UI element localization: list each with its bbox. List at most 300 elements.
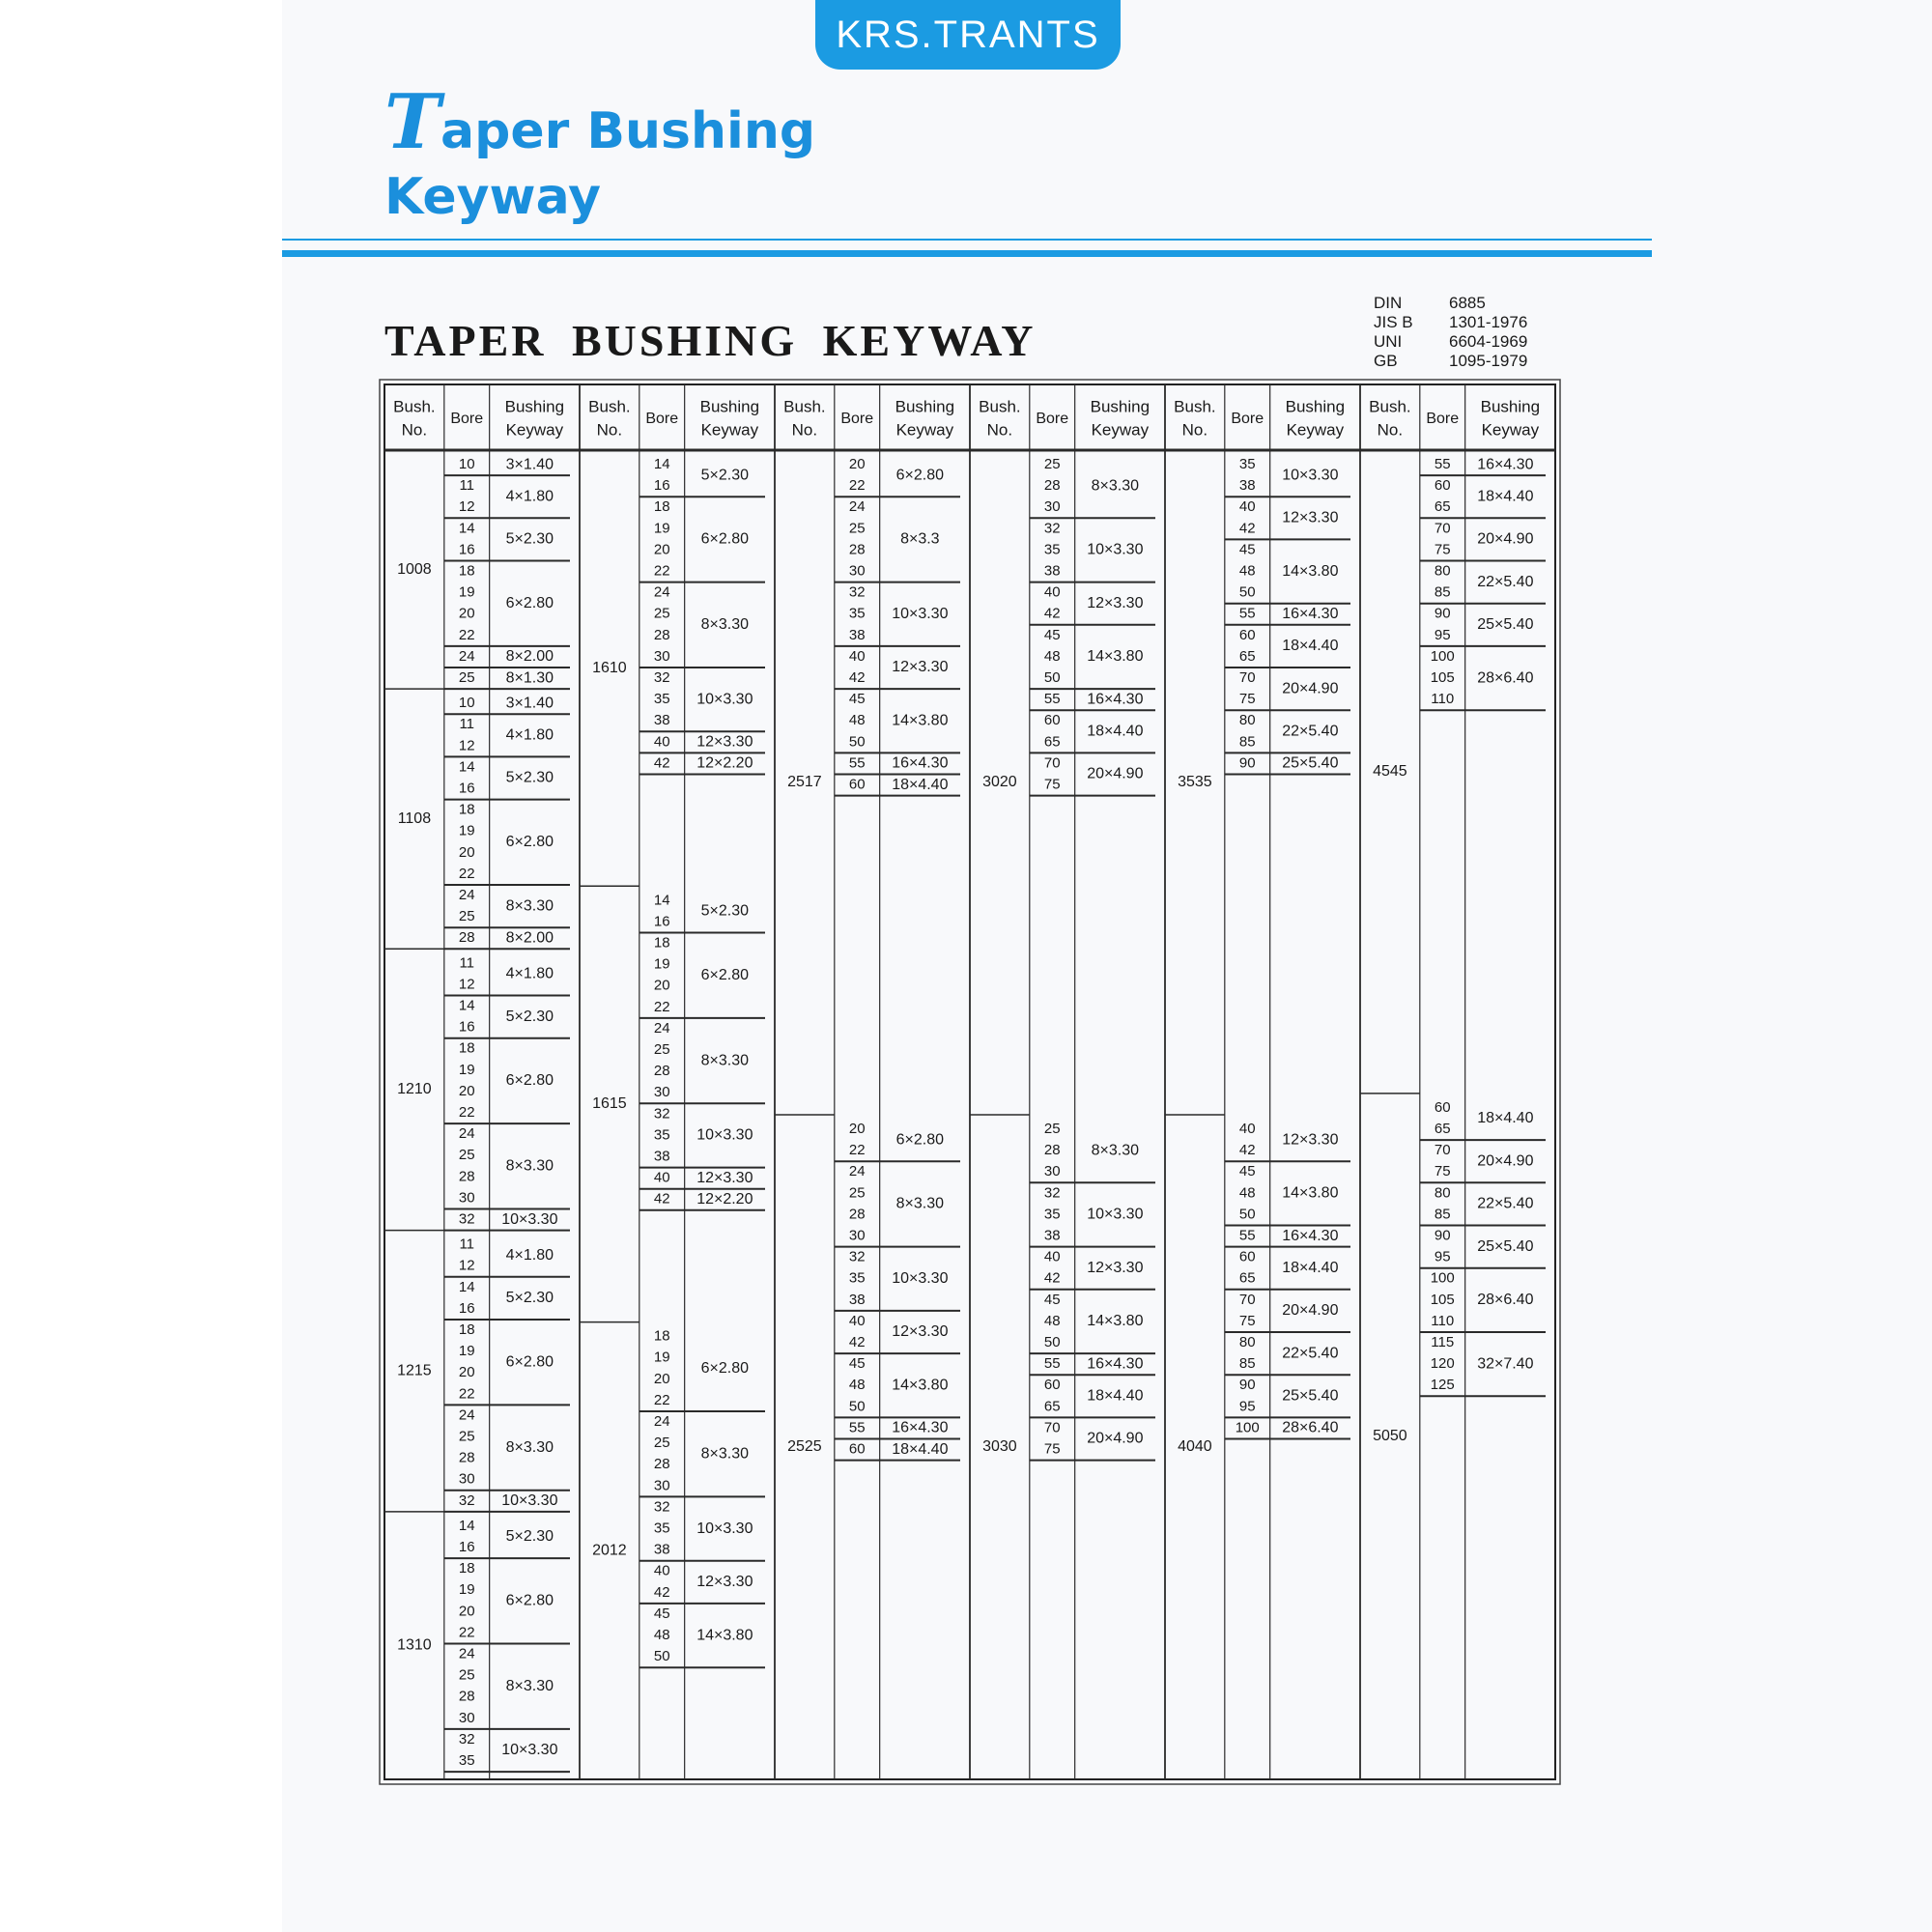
bore-value: 32	[653, 669, 670, 687]
bore-value: 32	[1043, 520, 1061, 537]
bore-value: 45	[1238, 1163, 1256, 1180]
bore-value: 38	[848, 1291, 866, 1308]
keyway-value: 6×2.80	[505, 594, 554, 611]
bore-value: 19	[458, 1061, 475, 1078]
bore-value: 24	[653, 583, 670, 601]
keyway-value: 10×3.30	[501, 1492, 558, 1510]
bore-value: 32	[653, 1105, 670, 1122]
keyway-value: 32×7.40	[1477, 1355, 1534, 1373]
keyway-value: 10×3.30	[892, 605, 949, 622]
bore-value: 28	[458, 1168, 475, 1185]
header-bushing-keyway: Bushing	[1285, 397, 1346, 416]
bush-number: 1108	[397, 810, 432, 827]
bore-value: 40	[1238, 1121, 1256, 1138]
bore-value: 12	[458, 976, 475, 993]
header-bush-no: No.	[791, 420, 818, 440]
keyway-value: 10×3.30	[1087, 541, 1144, 558]
bore-value: 55	[1043, 1355, 1061, 1373]
bore-value: 42	[653, 754, 670, 772]
bore-value: 70	[1043, 1419, 1061, 1436]
bore-value: 40	[653, 1562, 670, 1579]
bore-value: 18	[458, 562, 475, 580]
keyway-value: 12×2.20	[696, 1190, 753, 1208]
bush-number: 4545	[1373, 763, 1407, 781]
bore-value: 48	[1043, 1312, 1061, 1329]
keyway-value: 14×3.80	[1087, 648, 1144, 666]
header-bush-no: Bush.	[1174, 397, 1216, 416]
bush-number: 1008	[397, 560, 432, 578]
bore-value: 35	[848, 1269, 866, 1287]
keyway-value: 8×3.30	[505, 1157, 554, 1175]
bore-value: 16	[458, 780, 475, 797]
keyway-value: 18×4.40	[892, 776, 949, 793]
bore-value: 48	[653, 1627, 670, 1644]
bore-value: 30	[653, 1477, 670, 1494]
keyway-value: 18×4.40	[1477, 1110, 1534, 1127]
keyway-value: 5×2.30	[700, 467, 750, 484]
bore-value: 32	[1043, 1184, 1061, 1202]
keyway-value: 25×5.40	[1477, 1237, 1534, 1255]
keyway-value: 6×2.80	[895, 467, 945, 484]
bore-value: 115	[1431, 1334, 1455, 1351]
bore-value: 55	[1434, 456, 1451, 473]
bore-value: 80	[1238, 1334, 1256, 1351]
header-bushing-keyway: Keyway	[1286, 420, 1345, 440]
bore-value: 12	[458, 1257, 475, 1274]
header-bushing-keyway: Bushing	[1090, 397, 1151, 416]
bush-number: 3535	[1178, 774, 1212, 791]
bore-value: 20	[458, 843, 475, 861]
bore-value: 18	[458, 1560, 475, 1577]
keyway-value: 8×3.30	[700, 1445, 750, 1463]
bore-value: 19	[653, 520, 670, 537]
bore-value: 16	[458, 1539, 475, 1556]
bush-number: 4040	[1178, 1438, 1212, 1456]
bore-value: 22	[458, 626, 475, 643]
bore-value: 45	[848, 1355, 866, 1373]
keyway-value: 12×3.30	[892, 1323, 949, 1341]
bore-value: 25	[458, 908, 475, 925]
bore-value: 24	[458, 887, 475, 904]
header-bushing-keyway: Keyway	[1091, 420, 1150, 440]
bore-value: 42	[848, 669, 866, 687]
bush-number: 1615	[592, 1095, 627, 1113]
bore-value: 25	[458, 1147, 475, 1164]
bore-value: 60	[848, 1440, 866, 1458]
keyway-value: 12×3.30	[696, 1169, 753, 1186]
bore-value: 22	[458, 865, 475, 882]
bore-value: 30	[848, 1227, 866, 1244]
bore-value: 25	[848, 1184, 866, 1202]
bore-value: 30	[458, 1189, 475, 1207]
keyway-value: 20×4.90	[1282, 680, 1339, 697]
keyway-value: 16×4.30	[1087, 691, 1144, 708]
bore-value: 35	[1238, 456, 1256, 473]
bore-value: 50	[848, 733, 866, 751]
keyway-value: 22×5.40	[1282, 1345, 1339, 1362]
standard-value: 1095-1979	[1449, 352, 1528, 370]
standard-name: JIS B	[1374, 313, 1413, 331]
document-title: TAPER BUSHING KEYWAY	[384, 316, 1037, 365]
bore-value: 45	[1238, 541, 1256, 558]
keyway-value: 6×2.80	[700, 530, 750, 548]
bore-value: 25	[458, 1428, 475, 1445]
bore-value: 19	[458, 583, 475, 601]
bore-value: 35	[653, 1126, 670, 1144]
header-bore: Bore	[840, 411, 874, 428]
bore-value: 14	[458, 1517, 475, 1534]
bore-value: 55	[848, 754, 866, 772]
keyway-value: 20×4.90	[1282, 1302, 1339, 1320]
bore-value: 40	[1043, 583, 1061, 601]
keyway-value: 12×2.20	[696, 754, 753, 772]
keyway-value: 6×2.80	[700, 966, 750, 983]
bore-value: 75	[1434, 541, 1451, 558]
bore-value: 28	[848, 1206, 866, 1223]
bore-value: 32	[653, 1498, 670, 1516]
bore-value: 19	[653, 1349, 670, 1366]
bore-value: 25	[458, 669, 475, 687]
bore-value: 28	[653, 1456, 670, 1473]
bore-value: 48	[848, 712, 866, 729]
bore-value: 20	[458, 1603, 475, 1620]
bore-value: 38	[1238, 477, 1256, 495]
bore-value: 105	[1430, 1291, 1455, 1308]
bush-number: 2525	[787, 1438, 822, 1456]
bore-value: 30	[458, 1709, 475, 1726]
bore-value: 38	[1043, 562, 1061, 580]
keyway-value: 18×4.40	[1282, 638, 1339, 655]
bore-value: 20	[458, 1364, 475, 1381]
bore-value: 22	[848, 1142, 866, 1159]
keyway-value: 16×4.30	[892, 754, 949, 772]
bore-value: 14	[458, 758, 475, 776]
bore-value: 45	[1043, 626, 1061, 643]
bore-value: 95	[1238, 1398, 1256, 1415]
keyway-value: 12×3.30	[1087, 594, 1144, 611]
bore-value: 24	[458, 1125, 475, 1143]
bore-value: 18	[653, 1327, 670, 1345]
keyway-value: 8×3.30	[1091, 477, 1140, 495]
bore-value: 105	[1430, 669, 1455, 687]
standard-value: 1301-1976	[1449, 313, 1528, 331]
keyway-value: 12×3.30	[696, 733, 753, 751]
bore-value: 22	[458, 1385, 475, 1403]
bore-value: 100	[1235, 1419, 1260, 1436]
keyway-value: 14×3.80	[892, 712, 949, 729]
standard-value: 6604-1969	[1449, 332, 1528, 351]
bore-value: 22	[848, 477, 866, 495]
keyway-value: 16×4.30	[1282, 605, 1339, 622]
bore-value: 22	[458, 1104, 475, 1122]
bore-value: 10	[458, 456, 475, 473]
bush-number: 1310	[397, 1636, 432, 1654]
bore-value: 50	[1043, 669, 1061, 687]
bore-value: 60	[1043, 712, 1061, 729]
bush-number: 3020	[982, 774, 1017, 791]
keyway-value: 10×3.30	[1282, 467, 1339, 484]
header-bushing-keyway: Keyway	[700, 420, 759, 440]
header-bushing-keyway: Bushing	[504, 397, 565, 416]
bore-value: 19	[458, 1343, 475, 1360]
bore-value: 30	[1043, 1163, 1061, 1180]
keyway-value: 8×3.30	[700, 616, 750, 634]
bore-value: 60	[1434, 1098, 1451, 1116]
bore-value: 19	[653, 955, 670, 973]
bore-value: 25	[1043, 456, 1061, 473]
header-bushing-keyway: Keyway	[1481, 420, 1540, 440]
bore-value: 16	[458, 1299, 475, 1317]
bore-value: 16	[458, 1018, 475, 1036]
keyway-value: 6×2.80	[505, 834, 554, 851]
bore-value: 38	[653, 712, 670, 729]
bore-value: 30	[653, 647, 670, 665]
keyway-value: 10×3.30	[696, 1520, 753, 1537]
keyway-value: 5×2.30	[505, 530, 554, 548]
bore-value: 45	[1043, 1291, 1061, 1308]
bore-value: 55	[1043, 691, 1061, 708]
keyway-value: 10×3.30	[501, 1210, 558, 1228]
keyway-value: 8×2.00	[505, 648, 554, 666]
keyway-value: 12×3.30	[1282, 509, 1339, 526]
keyway-value: 16×4.30	[1087, 1355, 1144, 1373]
bore-value: 125	[1430, 1377, 1455, 1394]
bore-value: 90	[1434, 1227, 1451, 1244]
bore-value: 70	[1238, 669, 1256, 687]
keyway-value: 6×2.80	[505, 1592, 554, 1609]
keyway-value: 14×3.80	[892, 1377, 949, 1394]
keyway-value: 25×5.40	[1477, 616, 1534, 634]
keyway-value: 8×3.30	[895, 1195, 945, 1212]
bore-value: 75	[1238, 691, 1256, 708]
keyway-value: 4×1.80	[505, 965, 554, 982]
keyway-value: 18×4.40	[1087, 1387, 1144, 1405]
keyway-value: 20×4.90	[1087, 765, 1144, 782]
bore-value: 50	[653, 1648, 670, 1665]
keyway-value: 6×2.80	[505, 1353, 554, 1371]
bore-value: 60	[1043, 1377, 1061, 1394]
bore-value: 25	[653, 1041, 670, 1059]
bore-value: 48	[1238, 1184, 1256, 1202]
keyway-value: 10×3.30	[696, 1126, 753, 1144]
header-bush-no: No.	[986, 420, 1013, 440]
keyway-value: 8×3.30	[505, 1677, 554, 1694]
keyway-value: 18×4.40	[892, 1440, 949, 1458]
bore-value: 18	[458, 1321, 475, 1339]
keyway-value: 8×1.30	[505, 669, 554, 687]
bore-value: 14	[653, 892, 670, 909]
bore-value: 55	[1238, 605, 1256, 622]
keyway-value: 6×2.80	[895, 1131, 945, 1149]
bore-value: 40	[848, 647, 866, 665]
bore-value: 18	[653, 498, 670, 516]
header-bush-no: Bush.	[588, 397, 631, 416]
header-bushing-keyway: Bushing	[895, 397, 955, 416]
keyway-value: 28×6.40	[1477, 1292, 1534, 1309]
bore-value: 32	[458, 1210, 475, 1228]
keyway-value: 18×4.40	[1477, 488, 1534, 505]
bore-value: 70	[1434, 1142, 1451, 1159]
bore-value: 14	[653, 456, 670, 473]
keyway-value: 8×3.30	[505, 1438, 554, 1456]
keyway-value: 16×4.30	[1282, 1227, 1339, 1244]
bore-value: 25	[1043, 1121, 1061, 1138]
bore-value: 14	[458, 520, 475, 537]
bore-value: 20	[848, 456, 866, 473]
bore-value: 60	[1434, 477, 1451, 495]
bore-value: 42	[1043, 605, 1061, 622]
bore-value: 75	[1043, 1440, 1061, 1458]
bore-value: 35	[458, 1752, 475, 1770]
bore-value: 28	[458, 1449, 475, 1466]
keyway-value: 3×1.40	[505, 695, 554, 712]
bore-value: 60	[848, 776, 866, 793]
bore-value: 30	[1043, 498, 1061, 516]
bore-value: 65	[1043, 1398, 1061, 1415]
bore-value: 11	[459, 716, 475, 733]
header-bore: Bore	[645, 411, 679, 428]
bore-value: 14	[458, 1278, 475, 1295]
bore-value: 65	[1043, 733, 1061, 751]
bore-value: 40	[1043, 1248, 1061, 1265]
bore-value: 42	[653, 1583, 670, 1601]
bore-value: 28	[848, 541, 866, 558]
bore-value: 70	[1238, 1291, 1256, 1308]
bore-value: 70	[1043, 754, 1061, 772]
bore-value: 12	[458, 498, 475, 516]
bore-value: 65	[1434, 498, 1451, 516]
bore-value: 20	[848, 1121, 866, 1138]
bore-value: 24	[653, 1413, 670, 1431]
bore-value: 19	[458, 1581, 475, 1599]
bore-value: 18	[458, 1039, 475, 1057]
keyway-value: 20×4.90	[1477, 530, 1534, 548]
bore-value: 32	[848, 583, 866, 601]
header-bush-no: No.	[1181, 420, 1208, 440]
bore-value: 20	[458, 1082, 475, 1099]
bore-value: 18	[458, 801, 475, 818]
bore-value: 11	[459, 477, 475, 495]
bore-value: 65	[1434, 1121, 1451, 1138]
bore-value: 10	[458, 695, 475, 712]
keyway-value: 8×3.30	[700, 1052, 750, 1069]
keyway-value: 8×3.3	[900, 530, 940, 548]
keyway-value: 14×3.80	[1282, 1184, 1339, 1202]
bore-value: 42	[848, 1334, 866, 1351]
keyway-value: 4×1.80	[505, 726, 554, 744]
bore-value: 80	[1434, 1184, 1451, 1202]
keyway-value: 14×3.80	[1282, 562, 1339, 580]
bore-value: 48	[848, 1377, 866, 1394]
bore-value: 28	[653, 1063, 670, 1080]
bore-value: 18	[653, 934, 670, 952]
keyway-value: 14×3.80	[696, 1627, 753, 1644]
keyway-value: 5×2.30	[505, 769, 554, 786]
keyway-value: 12×3.30	[1282, 1131, 1339, 1149]
bore-value: 20	[653, 977, 670, 994]
bore-value: 75	[1043, 776, 1061, 793]
keyway-value: 22×5.40	[1282, 723, 1339, 740]
keyway-value: 20×4.90	[1087, 1430, 1144, 1447]
bore-value: 16	[458, 541, 475, 558]
bore-value: 40	[653, 1169, 670, 1186]
bore-value: 12	[458, 737, 475, 754]
bore-value: 14	[458, 997, 475, 1014]
bore-value: 42	[1238, 520, 1256, 537]
bore-value: 24	[458, 647, 475, 665]
bore-value: 40	[1238, 498, 1256, 516]
bore-value: 11	[459, 954, 475, 972]
keyway-value: 14×3.80	[1087, 1313, 1144, 1330]
bore-value: 30	[848, 562, 866, 580]
bore-value: 19	[458, 822, 475, 839]
bore-value: 80	[1238, 712, 1256, 729]
keyway-value: 16×4.30	[892, 1419, 949, 1436]
keyway-value: 12×3.30	[1087, 1259, 1144, 1276]
bore-value: 38	[1043, 1227, 1061, 1244]
bore-value: 28	[1043, 1142, 1061, 1159]
bore-value: 48	[1043, 647, 1061, 665]
bore-value: 24	[848, 498, 866, 516]
bush-number: 5050	[1373, 1428, 1407, 1445]
keyway-value: 10×3.30	[501, 1742, 558, 1759]
bore-value: 35	[848, 605, 866, 622]
bore-value: 110	[1431, 1312, 1455, 1329]
bush-number: 1215	[397, 1362, 432, 1379]
keyway-value: 5×2.30	[700, 902, 750, 920]
bore-value: 60	[1238, 626, 1256, 643]
bore-value: 100	[1430, 1269, 1455, 1287]
bush-number: 2517	[787, 774, 822, 791]
bore-value: 24	[458, 1406, 475, 1424]
keyway-value: 5×2.30	[505, 1528, 554, 1546]
bore-value: 20	[458, 605, 475, 622]
bore-value: 45	[848, 691, 866, 708]
keyway-value: 6×2.80	[505, 1072, 554, 1090]
keyway-value: 4×1.80	[505, 1246, 554, 1264]
bore-value: 16	[653, 913, 670, 930]
header-bush-no: No.	[401, 420, 428, 440]
bore-value: 22	[653, 1391, 670, 1408]
bore-value: 45	[653, 1605, 670, 1622]
bore-value: 42	[1238, 1142, 1256, 1159]
heading-initial: T	[384, 78, 441, 166]
bore-value: 25	[458, 1666, 475, 1684]
standard-name: DIN	[1374, 294, 1403, 312]
header-bushing-keyway: Keyway	[895, 420, 954, 440]
keyway-value: 8×3.30	[1091, 1142, 1140, 1159]
header-bush-no: Bush.	[979, 397, 1021, 416]
bore-value: 42	[1043, 1269, 1061, 1287]
keyway-value: 8×3.30	[505, 897, 554, 915]
bore-value: 30	[653, 1084, 670, 1101]
keyway-value: 12×3.30	[892, 659, 949, 676]
bore-value: 20	[653, 1370, 670, 1387]
bore-value: 120	[1430, 1355, 1455, 1373]
bore-value: 35	[653, 1520, 670, 1537]
bore-value: 55	[848, 1419, 866, 1436]
header-bore: Bore	[1231, 411, 1264, 428]
bore-value: 65	[1238, 647, 1256, 665]
bore-value: 38	[848, 626, 866, 643]
header-bush-no: No.	[1377, 420, 1404, 440]
bore-value: 60	[1238, 1248, 1256, 1265]
bore-value: 90	[1434, 605, 1451, 622]
keyway-value: 12×3.30	[696, 1574, 753, 1591]
bore-value: 16	[653, 477, 670, 495]
bore-value: 50	[1238, 1206, 1256, 1223]
bore-value: 22	[653, 562, 670, 580]
